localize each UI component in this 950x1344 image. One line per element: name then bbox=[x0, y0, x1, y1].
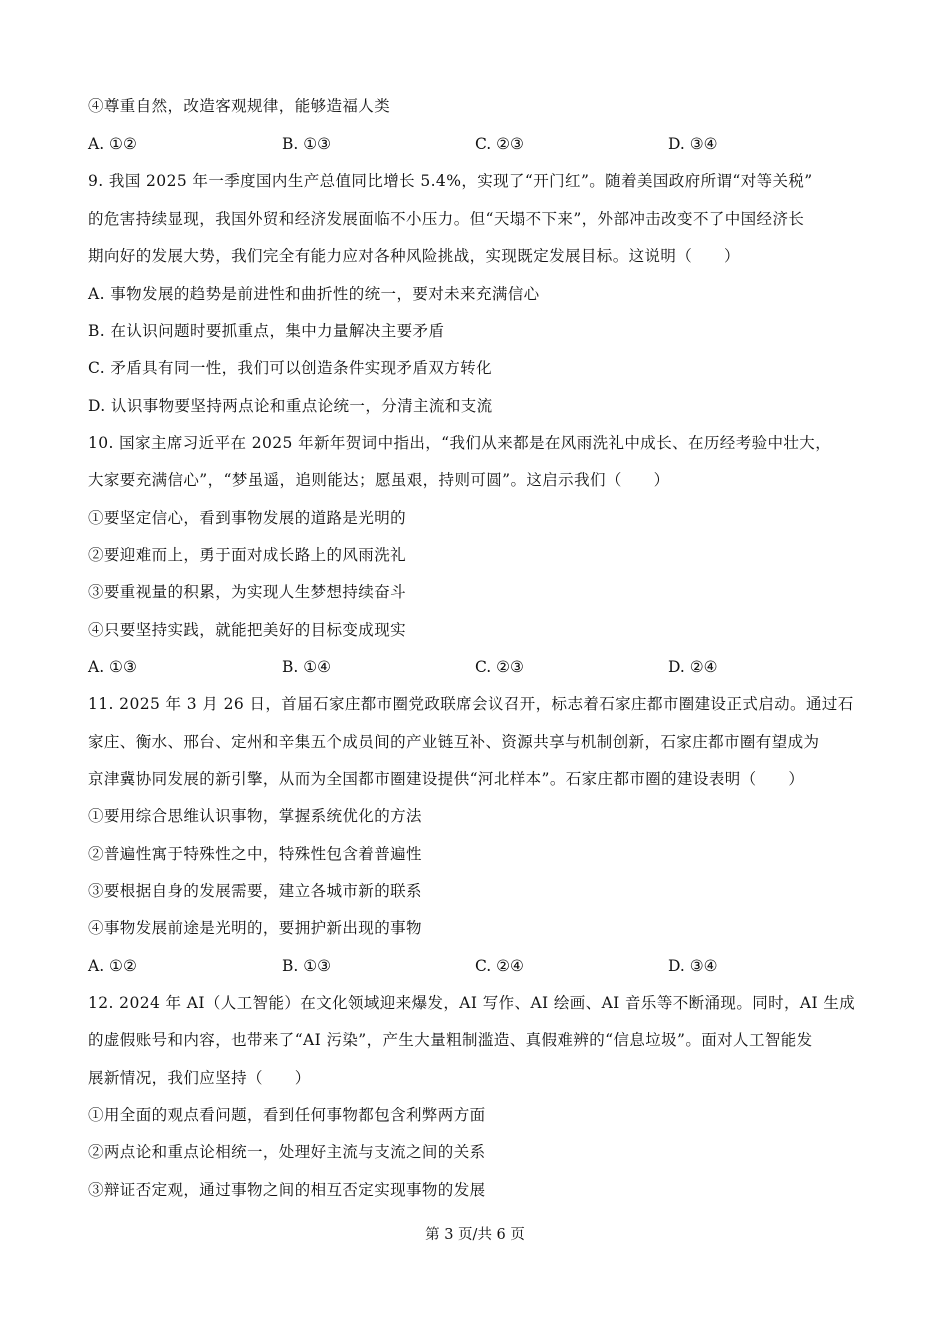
q12-item-2: ②两点论和重点论相统一，处理好主流与支流之间的关系 bbox=[88, 1143, 486, 1161]
q12-item-3: ③辩证否定观，通过事物之间的相互否定实现事物的发展 bbox=[88, 1181, 486, 1199]
q8-option-b: B. ①③ bbox=[282, 135, 332, 153]
q10-option-b: B. ①④ bbox=[282, 658, 332, 676]
q9-choice-c: C. 矛盾具有同一性，我们可以创造条件实现矛盾双方转化 bbox=[88, 359, 492, 377]
q11-item-2: ②普遍性寓于特殊性之中，特殊性包含着普遍性 bbox=[88, 845, 422, 863]
q11-option-c: C. ②④ bbox=[475, 957, 524, 975]
q8-option-c: C. ②③ bbox=[475, 135, 524, 153]
q9-choice-b: B. 在认识问题时要抓重点，集中力量解决主要矛盾 bbox=[88, 322, 445, 340]
q10-stem-line-1: 10. 国家主席习近平在 2025 年新年贺词中指出，“我们从来都是在风雨洗礼中成长、在历经考验中壮大， bbox=[88, 434, 832, 452]
q12-item-1: ①用全面的观点看问题，看到任何事物都包含利弊两方面 bbox=[88, 1106, 486, 1124]
q11-item-3: ③要根据自身的发展需要，建立各城市新的联系 bbox=[88, 882, 422, 900]
q8-option-a: A. ①② bbox=[88, 135, 137, 153]
q9-stem-line-3: 期向好的发展大势，我们完全有能力应对各种风险挑战，实现既定发展目标。这说明（ ） bbox=[88, 247, 740, 265]
q12-stem-line-1: 12. 2024 年 AI（人工智能）在文化领域迎来爆发，AI 写作、AI 绘画、AI 音乐等不断涌现。同时，AI 生成 bbox=[88, 994, 856, 1012]
q11-item-1: ①要用综合思维认识事物，掌握系统优化的方法 bbox=[88, 807, 422, 825]
q10-item-4: ④只要坚持实践，就能把美好的目标变成现实 bbox=[88, 621, 407, 639]
q11-stem-line-2: 家庄、衡水、邢台、定州和辛集五个成员间的产业链互补、资源共享与机制创新，石家庄都市圈有望成为 bbox=[88, 733, 820, 751]
q11-option-d: D. ③④ bbox=[668, 957, 718, 975]
q8-item-4: ④尊重自然，改造客观规律，能够造福人类 bbox=[88, 97, 391, 115]
q10-option-a: A. ①③ bbox=[88, 658, 137, 676]
q10-item-2: ②要迎难而上，勇于面对成长路上的风雨洗礼 bbox=[88, 546, 407, 564]
q9-choice-d: D. 认识事物要坚持两点论和重点论统一，分清主流和支流 bbox=[88, 397, 493, 415]
q9-choice-a: A. 事物发展的趋势是前进性和曲折性的统一，要对未来充满信心 bbox=[88, 285, 540, 303]
q11-item-4: ④事物发展前途是光明的，要拥护新出现的事物 bbox=[88, 919, 422, 937]
q12-stem-line-3: 展新情况，我们应坚持（ ） bbox=[88, 1069, 311, 1087]
q9-stem-line-1: 9. 我国 2025 年一季度国内生产总值同比增长 5.4%，实现了“开门红”。随着美国政府所谓“对等关税” bbox=[88, 172, 813, 190]
q11-option-a: A. ①② bbox=[88, 957, 137, 975]
q10-item-1: ①要坚定信心，看到事物发展的道路是光明的 bbox=[88, 509, 407, 527]
q10-option-c: C. ②③ bbox=[475, 658, 524, 676]
q11-stem-line-1: 11. 2025 年 3 月 26 日，首届石家庄都市圈党政联席会议召开，标志着石家庄都市圈建设正式启动。通过石 bbox=[88, 695, 854, 713]
q8-option-d: D. ③④ bbox=[668, 135, 718, 153]
q9-stem-line-2: 的危害持续显现，我国外贸和经济发展面临不小压力。但“天塌不下来”，外部冲击改变不了中国经济长 bbox=[88, 210, 805, 228]
q10-option-d: D. ②④ bbox=[668, 658, 718, 676]
q12-stem-line-2: 的虚假账号和内容，也带来了“AI 污染”，产生大量粗制滥造、真假难辨的“信息垃圾”。面对人工智能发 bbox=[88, 1031, 813, 1049]
page-number-footer: 第 3 页/共 6 页 bbox=[425, 1227, 525, 1243]
q10-stem-line-2: 大家要充满信心”，“梦虽遥，追则能达；愿虽艰，持则可圆”。这启示我们（ ） bbox=[88, 471, 670, 489]
q11-option-b: B. ①③ bbox=[282, 957, 332, 975]
q11-stem-line-3: 京津冀协同发展的新引擎，从而为全国都市圈建设提供“河北样本”。石家庄都市圈的建设表明（ ） bbox=[88, 770, 805, 788]
q10-item-3: ③要重视量的积累，为实现人生梦想持续奋斗 bbox=[88, 583, 407, 601]
